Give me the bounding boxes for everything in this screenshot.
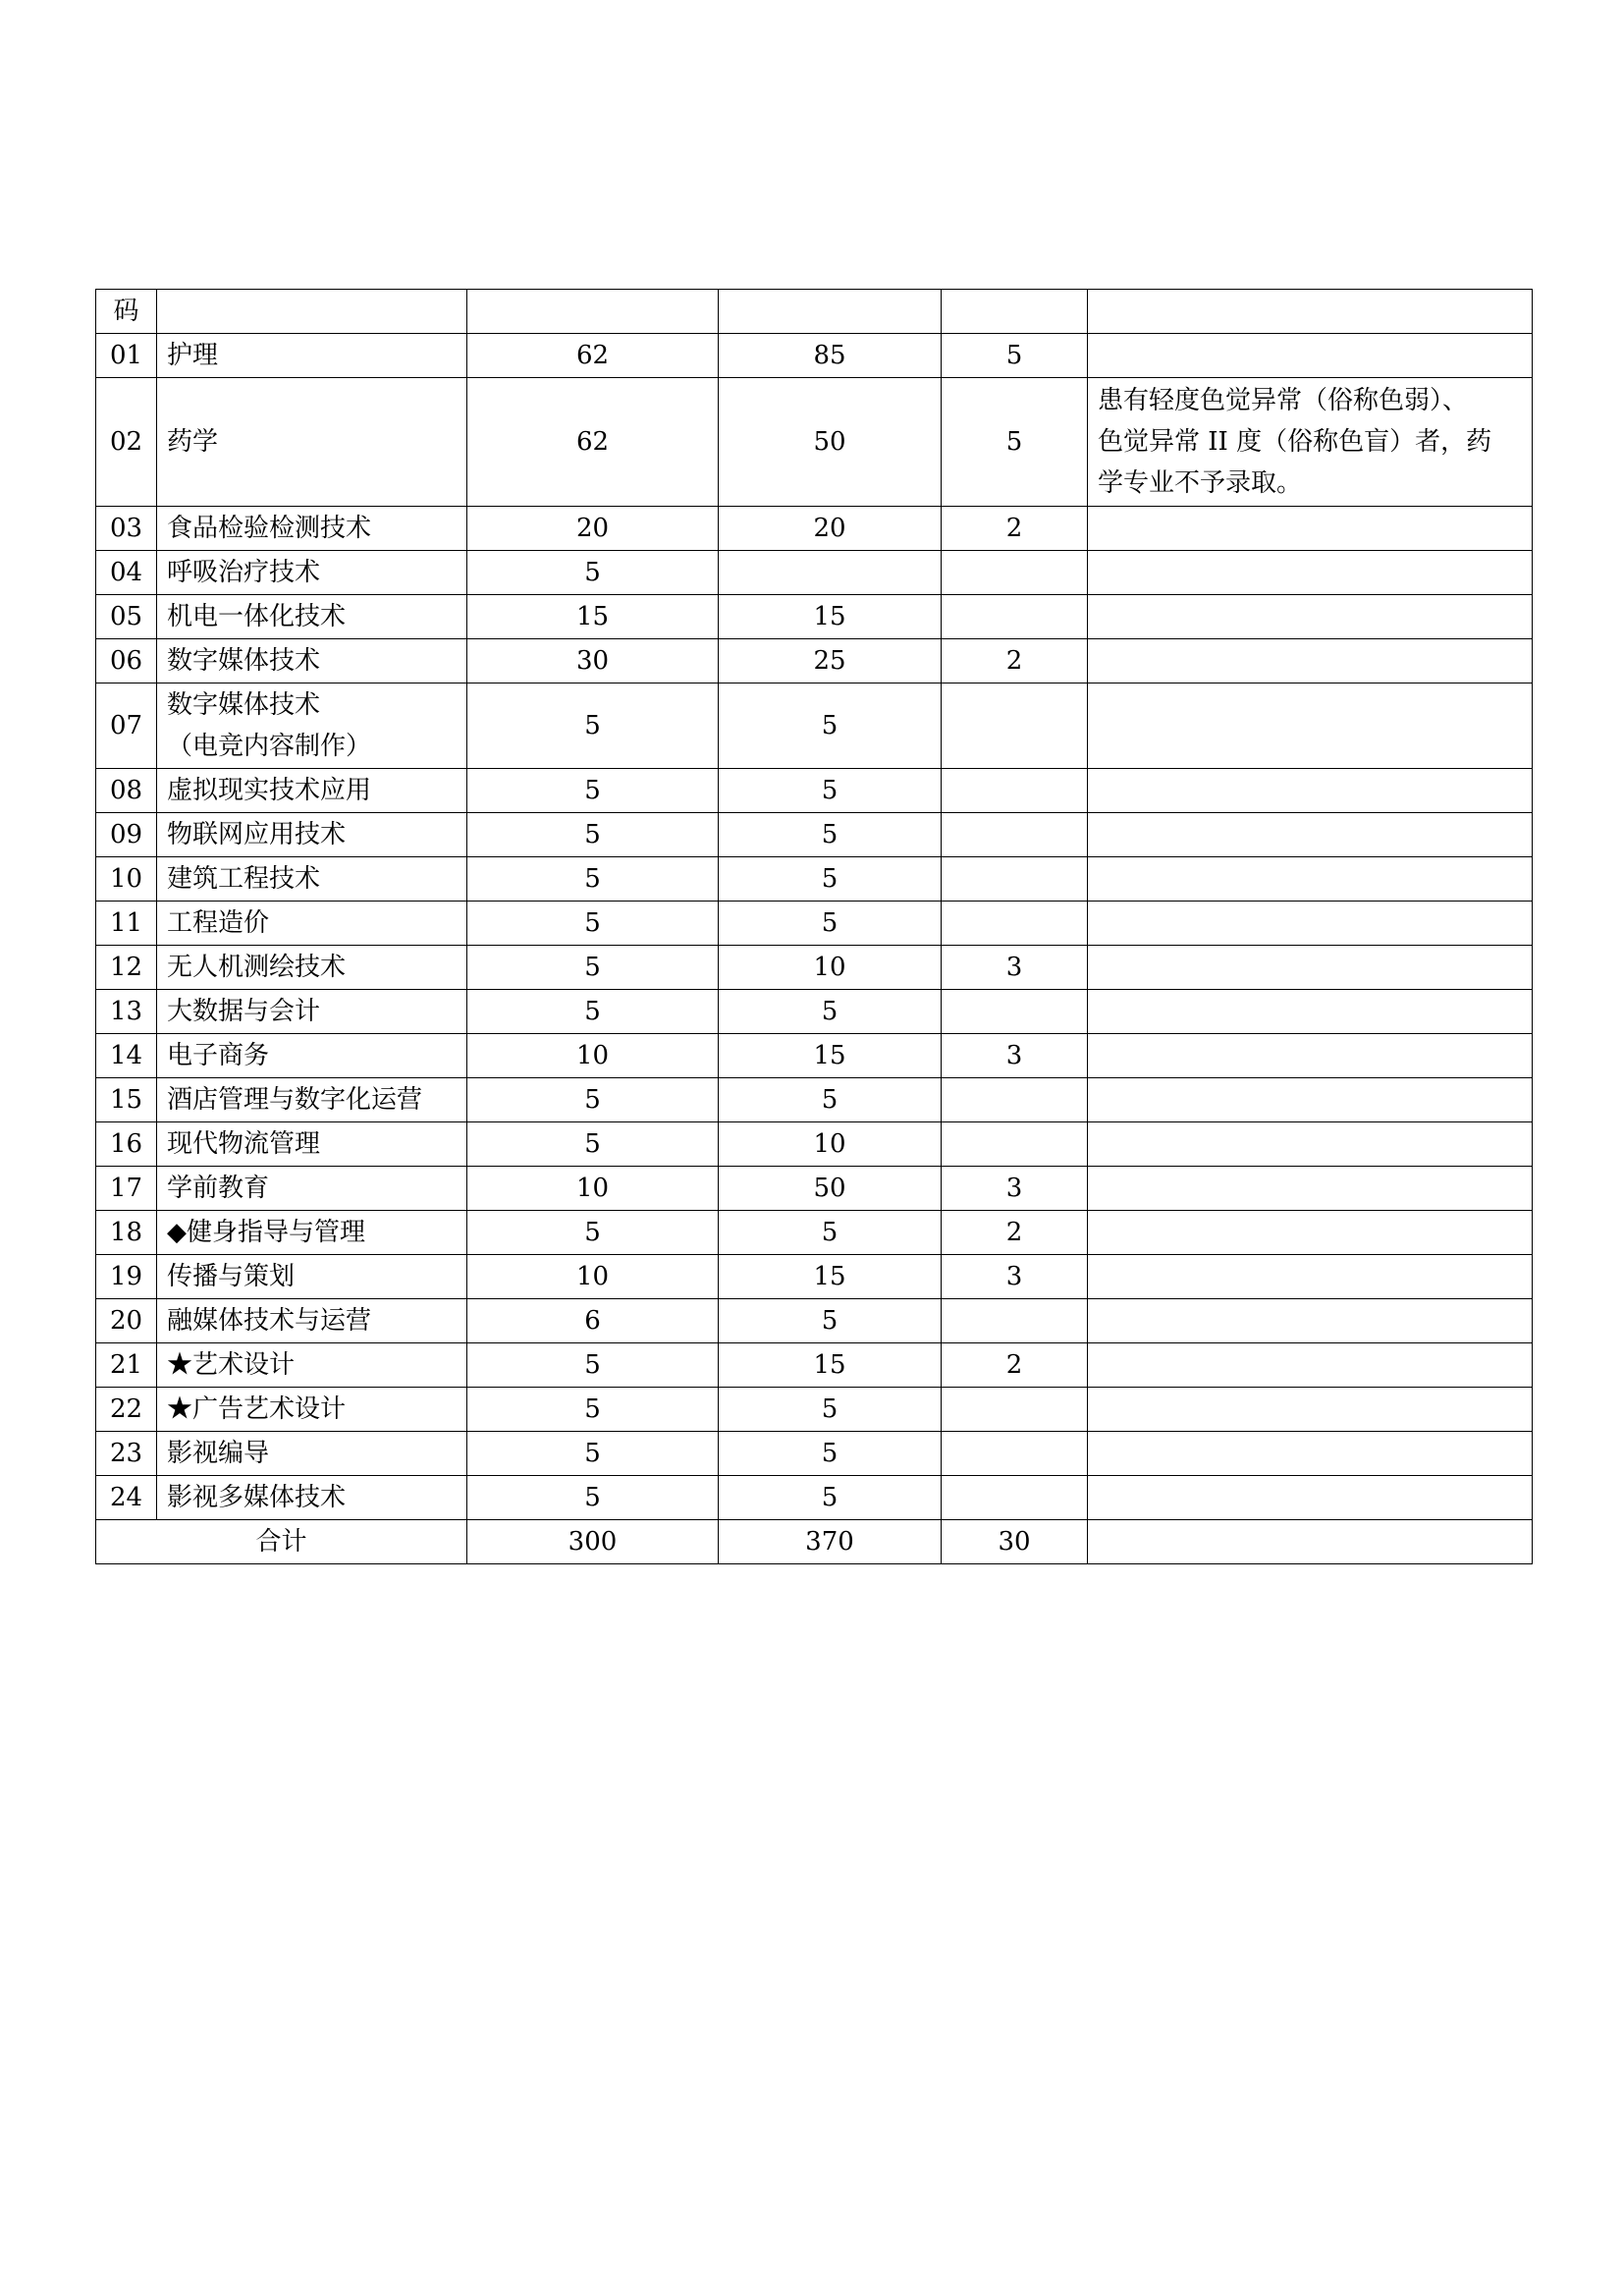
row-code: 09: [96, 813, 157, 857]
quota-col3: 3: [942, 1034, 1088, 1078]
code-header-cell: 码: [96, 290, 157, 334]
major-name: ◆健身指导与管理: [157, 1211, 467, 1255]
row-note: [1088, 946, 1533, 990]
row-code: 01: [96, 334, 157, 378]
quota-col1: 5: [467, 1078, 719, 1122]
quota-col2: 5: [719, 857, 942, 902]
row-code: 15: [96, 1078, 157, 1122]
quota-col1: 5: [467, 1432, 719, 1476]
table-row: [96, 378, 1533, 507]
table-row: [96, 551, 1533, 595]
major-name: ★广告艺术设计: [157, 1388, 467, 1432]
major-name: 建筑工程技术: [157, 857, 467, 902]
row-note: [1088, 378, 1533, 507]
table-row: [96, 1078, 1533, 1122]
quota-col2: 5: [719, 1078, 942, 1122]
row-note: [1088, 1122, 1533, 1167]
empty-cell: [1088, 290, 1533, 334]
quota-col1: 5: [467, 1211, 719, 1255]
quota-col2: 85: [719, 334, 942, 378]
quota-col2: 5: [719, 902, 942, 946]
major-name: 无人机测绘技术: [157, 946, 467, 990]
row-note: [1088, 683, 1533, 769]
row-note: [1088, 1299, 1533, 1343]
quota-col2: 5: [719, 1476, 942, 1520]
quota-col2: 5: [719, 769, 942, 813]
empty-cell: [157, 290, 467, 334]
total-row: [96, 1520, 1533, 1564]
row-note: [1088, 1343, 1533, 1388]
row-note: [1088, 1211, 1533, 1255]
quota-col1: 5: [467, 1122, 719, 1167]
quota-col2: 15: [719, 1034, 942, 1078]
row-code: 10: [96, 857, 157, 902]
major-name: 护理: [157, 334, 467, 378]
row-code: 05: [96, 595, 157, 639]
row-code: 08: [96, 769, 157, 813]
table-row: [96, 902, 1533, 946]
major-name: 工程造价: [157, 902, 467, 946]
quota-col2: 5: [719, 683, 942, 769]
row-note: [1088, 1388, 1533, 1432]
quota-col2: 50: [719, 1167, 942, 1211]
quota-col2: 10: [719, 1122, 942, 1167]
row-note: [1088, 334, 1533, 378]
major-name: 大数据与会计: [157, 990, 467, 1034]
quota-col3: [942, 1299, 1088, 1343]
table-row: [96, 1122, 1533, 1167]
quota-col1: 5: [467, 990, 719, 1034]
row-code: 18: [96, 1211, 157, 1255]
major-name: 虚拟现实技术应用: [157, 769, 467, 813]
quota-col3: 2: [942, 639, 1088, 683]
major-name-line: （电竞内容制作）: [167, 732, 372, 761]
major-name: 电子商务: [157, 1034, 467, 1078]
major-name-line: 数字媒体技术: [167, 690, 321, 720]
quota-col3: 5: [942, 378, 1088, 507]
row-code: 03: [96, 507, 157, 551]
major-name: 现代物流管理: [157, 1122, 467, 1167]
quota-col3: [942, 769, 1088, 813]
quota-col3: 2: [942, 507, 1088, 551]
row-code: 16: [96, 1122, 157, 1167]
note-line: 色觉异常 II 度（俗称色盲）者，药: [1098, 427, 1492, 457]
quota-col1: 5: [467, 551, 719, 595]
quota-col1: 5: [467, 902, 719, 946]
quota-col3: [942, 1388, 1088, 1432]
row-code: 02: [96, 378, 157, 507]
row-note: [1088, 857, 1533, 902]
quota-col1: 10: [467, 1255, 719, 1299]
quota-col2: 15: [719, 595, 942, 639]
row-code: 14: [96, 1034, 157, 1078]
major-name: 影视编导: [157, 1432, 467, 1476]
quota-col1: 10: [467, 1034, 719, 1078]
row-note: [1088, 639, 1533, 683]
row-note: [1088, 595, 1533, 639]
row-note: [1088, 813, 1533, 857]
table-row: [96, 1167, 1533, 1211]
empty-cell: [942, 290, 1088, 334]
quota-col1: 62: [467, 378, 719, 507]
table-row: [96, 1343, 1533, 1388]
quota-col1: 10: [467, 1167, 719, 1211]
quota-col3: [942, 1078, 1088, 1122]
quota-col1: 5: [467, 857, 719, 902]
quota-col2: 5: [719, 990, 942, 1034]
quota-col3: [942, 902, 1088, 946]
quota-col2: 15: [719, 1255, 942, 1299]
quota-col3: [942, 857, 1088, 902]
row-note: [1088, 1476, 1533, 1520]
table-row: [96, 946, 1533, 990]
major-name: 药学: [157, 378, 467, 507]
total-note: [1088, 1520, 1533, 1564]
row-code: 22: [96, 1388, 157, 1432]
major-name: 酒店管理与数字化运营: [157, 1078, 467, 1122]
quota-col2: 5: [719, 1299, 942, 1343]
table-row: [96, 1255, 1533, 1299]
major-name: 融媒体技术与运营: [157, 1299, 467, 1343]
row-code: 07: [96, 683, 157, 769]
quota-col2: 5: [719, 1388, 942, 1432]
note-line: 患有轻度色觉异常（俗称色弱）、: [1098, 386, 1469, 415]
major-name: 影视多媒体技术: [157, 1476, 467, 1520]
row-note: [1088, 1034, 1533, 1078]
row-code: 04: [96, 551, 157, 595]
quota-col1: 5: [467, 769, 719, 813]
row-note: [1088, 1078, 1533, 1122]
major-name: 物联网应用技术: [157, 813, 467, 857]
row-code: 24: [96, 1476, 157, 1520]
quota-col3: 3: [942, 1167, 1088, 1211]
quota-col3: [942, 1432, 1088, 1476]
row-note: [1088, 1255, 1533, 1299]
total-col3: 30: [942, 1520, 1088, 1564]
quota-col2: 50: [719, 378, 942, 507]
total-col1: 300: [467, 1520, 719, 1564]
row-note: [1088, 1167, 1533, 1211]
major-name: [157, 683, 467, 769]
table-row: [96, 1211, 1533, 1255]
quota-col1: 5: [467, 1388, 719, 1432]
table-row: [96, 990, 1533, 1034]
quota-col3: 5: [942, 334, 1088, 378]
quota-col3: [942, 551, 1088, 595]
row-code: 20: [96, 1299, 157, 1343]
row-code: 21: [96, 1343, 157, 1388]
table-row: [96, 813, 1533, 857]
row-code: 23: [96, 1432, 157, 1476]
total-label: 合计: [96, 1520, 467, 1564]
quota-col1: 6: [467, 1299, 719, 1343]
quota-col1: 30: [467, 639, 719, 683]
quota-col1: 5: [467, 683, 719, 769]
major-name: 传播与策划: [157, 1255, 467, 1299]
table-row: [96, 595, 1533, 639]
row-code: 17: [96, 1167, 157, 1211]
header-continuation-row: [96, 290, 1533, 334]
quota-col2: 15: [719, 1343, 942, 1388]
row-note: [1088, 1432, 1533, 1476]
enrollment-quota-table: [95, 289, 1533, 1564]
quota-col3: [942, 595, 1088, 639]
major-name: 食品检验检测技术: [157, 507, 467, 551]
quota-col3: 3: [942, 1255, 1088, 1299]
quota-col1: 62: [467, 334, 719, 378]
table-row: [96, 1388, 1533, 1432]
quota-col3: [942, 683, 1088, 769]
table-row: [96, 507, 1533, 551]
row-code: 12: [96, 946, 157, 990]
table-row: [96, 1432, 1533, 1476]
row-code: 06: [96, 639, 157, 683]
major-name: 数字媒体技术: [157, 639, 467, 683]
quota-col1: 15: [467, 595, 719, 639]
quota-col2: 5: [719, 1432, 942, 1476]
quota-col1: 5: [467, 1343, 719, 1388]
major-name: ★艺术设计: [157, 1343, 467, 1388]
empty-cell: [467, 290, 719, 334]
quota-col3: [942, 1122, 1088, 1167]
quota-col2: 25: [719, 639, 942, 683]
total-col2: 370: [719, 1520, 942, 1564]
row-code: 11: [96, 902, 157, 946]
quota-col2: 20: [719, 507, 942, 551]
table-row: [96, 334, 1533, 378]
quota-col1: 20: [467, 507, 719, 551]
quota-col1: 5: [467, 1476, 719, 1520]
row-note: [1088, 551, 1533, 595]
quota-col3: [942, 1476, 1088, 1520]
quota-col3: [942, 813, 1088, 857]
quota-col2: 5: [719, 813, 942, 857]
quota-col3: 2: [942, 1211, 1088, 1255]
row-note: [1088, 990, 1533, 1034]
quota-col1: 5: [467, 813, 719, 857]
quota-col2: 10: [719, 946, 942, 990]
row-note: [1088, 902, 1533, 946]
row-note: [1088, 507, 1533, 551]
table-row: [96, 683, 1533, 769]
major-name: 学前教育: [157, 1167, 467, 1211]
quota-col3: [942, 990, 1088, 1034]
major-name: 呼吸治疗技术: [157, 551, 467, 595]
table-row: [96, 1476, 1533, 1520]
quota-col2: 5: [719, 1211, 942, 1255]
row-code: 13: [96, 990, 157, 1034]
table-row: [96, 857, 1533, 902]
row-code: 19: [96, 1255, 157, 1299]
major-name: 机电一体化技术: [157, 595, 467, 639]
table-row: [96, 1299, 1533, 1343]
row-note: [1088, 769, 1533, 813]
quota-col1: 5: [467, 946, 719, 990]
quota-col3: 3: [942, 946, 1088, 990]
empty-cell: [719, 290, 942, 334]
table-row: [96, 639, 1533, 683]
table-row: [96, 1034, 1533, 1078]
quota-col2: [719, 551, 942, 595]
table-row: [96, 769, 1533, 813]
quota-col3: 2: [942, 1343, 1088, 1388]
note-line: 学专业不予录取。: [1098, 468, 1303, 498]
